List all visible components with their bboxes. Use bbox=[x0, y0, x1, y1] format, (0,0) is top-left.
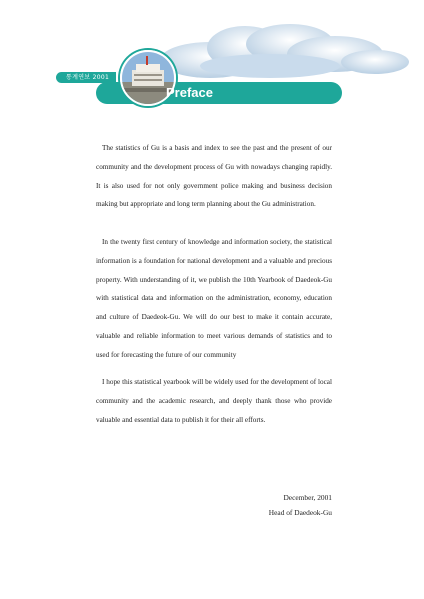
clouds-illustration bbox=[150, 20, 410, 82]
paragraph-text: I hope this statistical yearbook will be widely used for the development of local community and the academic research, and deeply thank those who provide valuable and essential data to publish it for their all efforts. bbox=[96, 378, 332, 424]
signature-date: December, 2001 bbox=[283, 493, 332, 502]
signature-block bbox=[269, 490, 332, 520]
paragraph-text: In the twenty first century of knowledge and information society, the statistical information is a foundation for national development and a valuable and precious property. With understanding of it, we publish the 10th Yearbook of Daedeok-Gu with statistical data and information on the administration, economy, education and culture of Daedeok-Gu. We will do our best to make it contain accurate, valuable and reliable information to meet various demands of statistics and to used for forecasting the future of our community bbox=[96, 238, 332, 359]
page-title: Preface bbox=[166, 85, 213, 100]
signature-author: Head of Daedeok-Gu bbox=[268, 508, 332, 517]
section-tag: 통계연보 2001 bbox=[56, 72, 116, 83]
preface-paragraph-3 bbox=[96, 373, 332, 429]
paragraph-text: The statistics of Gu is a basis and index to see the past and the present of our community and the development process of Gu with nowadays changing rapidly. It is also used for not only government police making and business decision making but appropriate and long term planning about the Gu administration. bbox=[96, 144, 332, 209]
preface-paragraph-2 bbox=[96, 233, 332, 365]
header-decoration bbox=[0, 0, 424, 115]
preface-paragraph-1 bbox=[96, 139, 332, 214]
